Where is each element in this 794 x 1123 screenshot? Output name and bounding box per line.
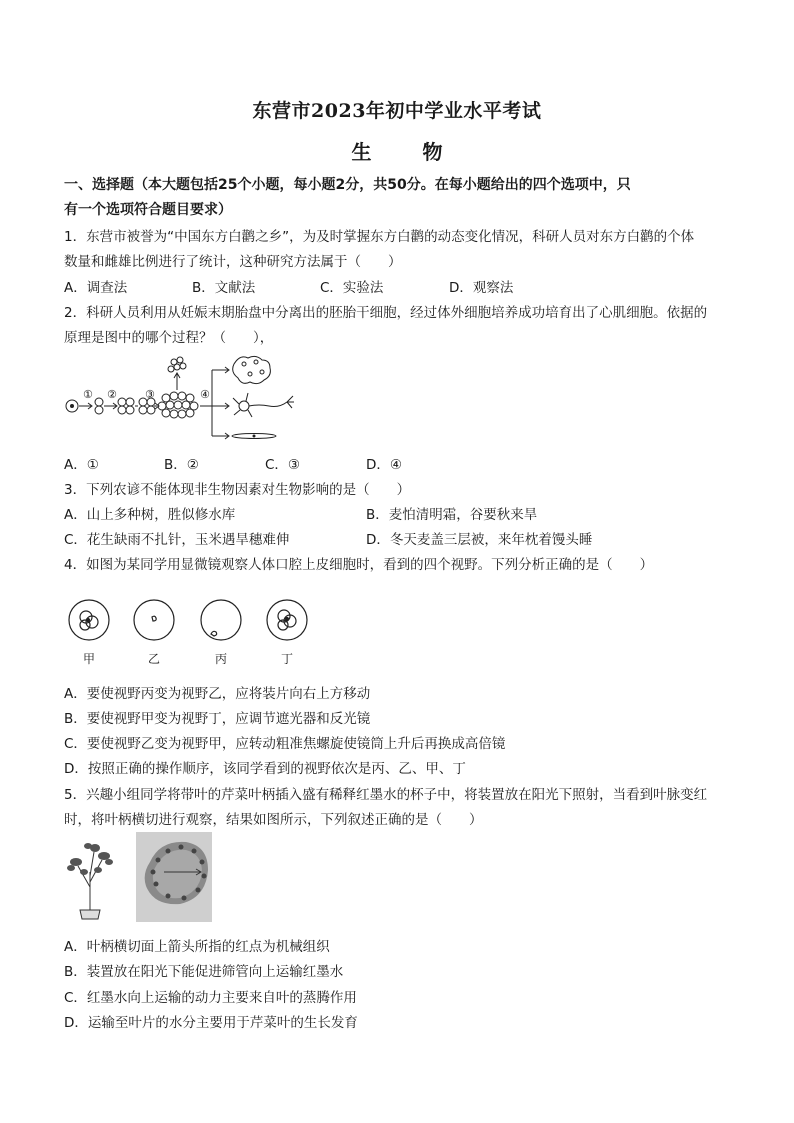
view-label-bing: 丙 bbox=[215, 652, 228, 666]
q5-option-b: B．装置放在阳光下能促进筛管向上运输红墨水 bbox=[64, 964, 344, 980]
q3-option-d: D．冬天麦盖三层被，来年枕着馒头睡 bbox=[366, 532, 593, 548]
q1-option-d: D．观察法 bbox=[449, 280, 514, 296]
q4-option-d: D．按照正确的操作顺序，该同学看到的视野依次是丙、乙、甲、丁 bbox=[64, 761, 466, 777]
q2-stem-line2: 原理是图中的哪个过程？（ ）， bbox=[64, 330, 274, 346]
q4-option-c: C．要使视野乙变为视野甲，应转动粗准焦螺旋使镜筒上升后再换成高倍镜 bbox=[64, 736, 506, 752]
q5-stem-line2: 时，将叶柄横切进行观察，结果如图所示，下列叙述正确的是（ ） bbox=[64, 812, 483, 828]
section-heading-line1: 一、选择题（本大题包括25个小题，每小题2分，共50分。在每小题给出的四个选项中，只 bbox=[64, 177, 631, 193]
q1-option-a: A．调查法 bbox=[64, 280, 128, 296]
q1-option-b: B．文献法 bbox=[192, 280, 256, 296]
figure-label-2: ② bbox=[107, 388, 117, 401]
figure-label-1: ① bbox=[83, 388, 93, 401]
cell-division-differentiation-figure bbox=[62, 350, 302, 442]
microscope-views-figure bbox=[66, 597, 316, 643]
view-label-yi: 乙 bbox=[148, 652, 161, 666]
subject-title: 生 物 bbox=[351, 140, 465, 164]
q3-option-b: B．麦怕清明霜，谷要秋来旱 bbox=[366, 507, 538, 523]
q5-option-c: C．红墨水向上运输的动力主要来自叶的蒸腾作用 bbox=[64, 990, 357, 1006]
q1-option-c: C．实验法 bbox=[320, 280, 384, 296]
celery-experiment-figure bbox=[64, 832, 214, 922]
view-label-ding: 丁 bbox=[281, 652, 294, 666]
q4-stem: 4．如图为某同学用显微镜观察人体口腔上皮细胞时，看到的四个视野。下列分析正确的是（ ） bbox=[64, 557, 654, 573]
section-heading-line2: 有一个选项符合题目要求） bbox=[64, 202, 232, 218]
q2-option-d: D．④ bbox=[366, 457, 402, 473]
q5-option-a: A．叶柄横切面上箭头所指的红点为机械组织 bbox=[64, 939, 330, 955]
q3-stem: 3．下列农谚不能体现非生物因素对生物影响的是（ ） bbox=[64, 482, 411, 498]
q1-stem-line2: 数量和雌雄比例进行了统计，这种研究方法属于（ ） bbox=[64, 254, 402, 270]
q2-option-c: C．③ bbox=[265, 457, 301, 473]
figure-label-4: ④ bbox=[200, 388, 210, 401]
q2-stem-line1: 2．科研人员利用从妊娠末期胎盘中分离出的胚胎干细胞，经过体外细胞培养成功培育出了心肌细胞。依据的 bbox=[64, 305, 708, 321]
figure-label-3: ③ bbox=[145, 388, 155, 401]
q4-option-a: A．要使视野丙变为视野乙，应将装片向右上方移动 bbox=[64, 686, 371, 702]
view-label-jia: 甲 bbox=[83, 652, 96, 666]
q2-option-b: B．② bbox=[164, 457, 199, 473]
q4-option-b: B．要使视野甲变为视野丁，应调节遮光器和反光镜 bbox=[64, 711, 371, 727]
q5-stem-line1: 5．兴趣小组同学将带叶的芹菜叶柄插入盛有稀释红墨水的杯子中，将装置放在阳光下照射，当看到叶脉变红 bbox=[64, 787, 708, 803]
q5-option-d: D．运输至叶片的水分主要用于芹菜叶的生长发育 bbox=[64, 1015, 358, 1031]
q2-option-a: A．① bbox=[64, 457, 99, 473]
q1-stem-line1: 1．东营市被誉为“中国东方白鹳之乡”，为及时掌握东方白鹳的动态变化情况，科研人员对东方白鹳的个体 bbox=[64, 229, 695, 245]
exam-title: 东营市2023年初中学业水平考试 bbox=[252, 100, 542, 122]
q3-option-c: C．花生缺雨不扎针，玉米遇旱穗难伸 bbox=[64, 532, 290, 548]
q3-option-a: A．山上多种树，胜似修水库 bbox=[64, 507, 236, 523]
